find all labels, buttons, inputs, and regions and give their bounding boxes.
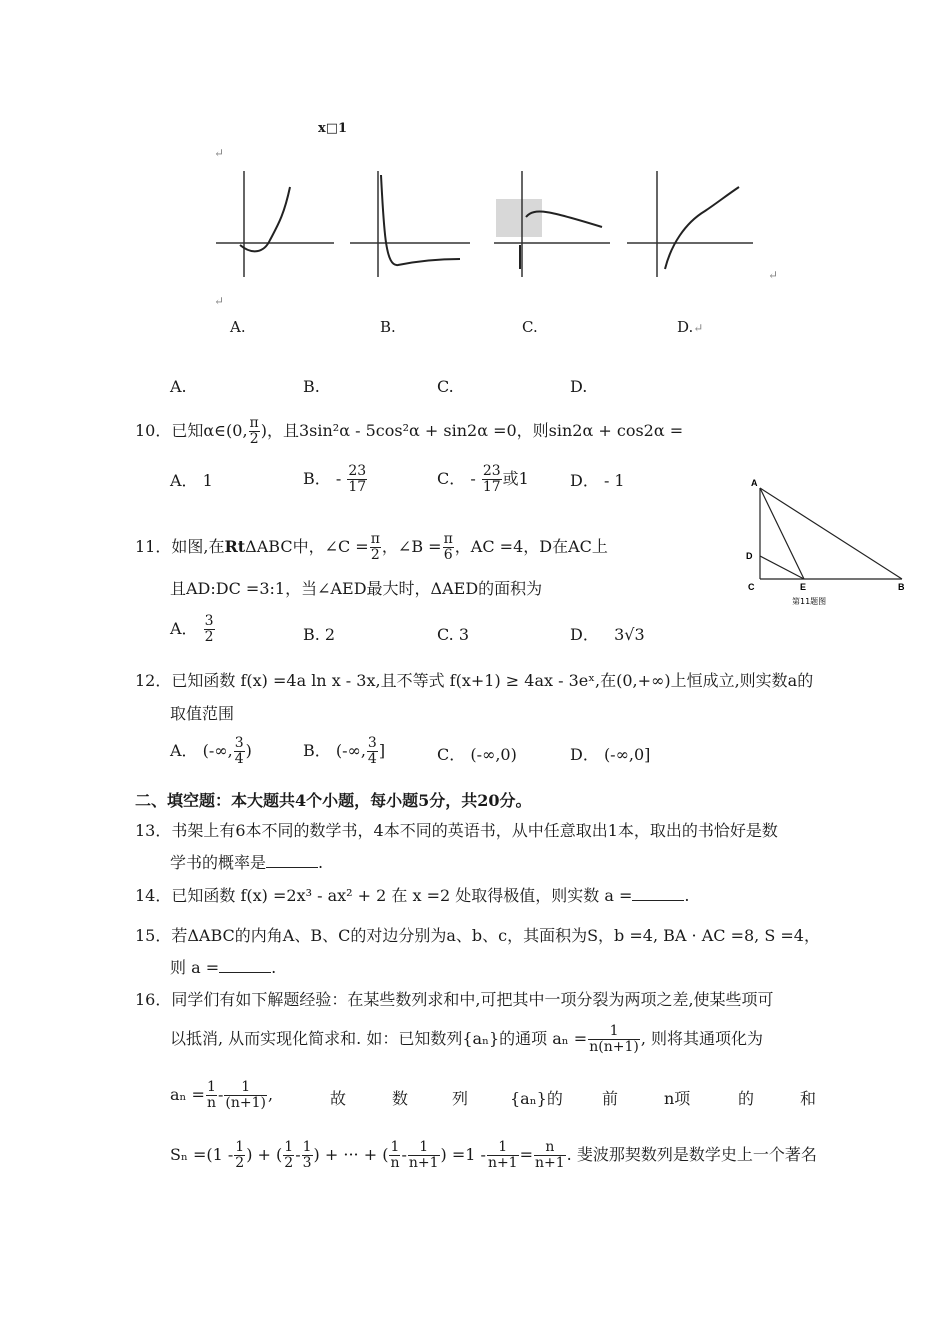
q13-line1: 13．书架上有6本不同的数学书，4本不同的英语书，从中任意取出1本，取出的书恰好是数 (135, 821, 778, 840)
answer-blank[interactable] (266, 853, 318, 868)
q11-line2: 且AD:DC =3:1，当∠AED最大时，ΔAED的面积为 (170, 579, 543, 598)
q12-line1: 12．已知函数 f(x) =4a ln x - 3x,且不等式 f(x+1) ≥ 4ax - 3eˣ,在(0,+∞)上恒成立,则实数a的 (135, 671, 814, 690)
q13-line2: 学书的概率是 . (170, 853, 324, 872)
q11-option-b: B. 2 (303, 625, 336, 644)
q16-spread-3: {aₙ}的 (510, 1089, 563, 1108)
q16-line2: 以抵消, 从而实现化简求和. 如：已知数列{aₙ}的通项 aₙ = $\frac{1}{n(n+1)}$ , 则将其通项化为 (170, 1023, 764, 1055)
q9-option-d: D. (570, 377, 588, 396)
return-mark: ↵ (214, 146, 225, 160)
q10-option-a: A． 1 (170, 471, 213, 490)
q16-line4-formula: Sₙ =(1 - $\frac{1}{2}$ ) + ( $\frac{1}{2}$ - $\frac{1}{3}$ ) + ··· + ( $\frac{1}{n}$ - $\frac{1}{n+1}$ ) =1 - $\frac{1}{n+1}$ = $\frac{n}{n+1}$ . 斐波那契数列是数学史上一个著名 (170, 1139, 817, 1171)
graph-label-c: C. (522, 318, 538, 336)
q16-line1: 16．同学们有如下解题经验：在某些数列求和中,可把其中一项分裂为两项之差,使某些项可 (135, 990, 774, 1009)
q10-option-b: B． - $\frac{23}{17}$ (303, 463, 367, 495)
q10-stem: 10．已知α∈(0, $\frac{\pi}{2}$ )，且3sin²α - 5cos²α + sin2α =0，则sin2α + cos2α = (135, 415, 684, 447)
q16-spread-6: 的 (738, 1089, 755, 1108)
graph-label-a: A. (230, 318, 246, 336)
answer-blank[interactable] (219, 958, 271, 973)
q11-option-c: C. 3 (437, 625, 470, 644)
q14: 14．已知函数 f(x) =2x³ - ax² + 2 在 x =2 处取得极值，则实数 a = . (135, 886, 690, 905)
q12-option-b: B． (-∞, $\frac{3}{4}$ ] (303, 735, 386, 767)
section-2-heading: 二、填空题：本大题共4个小题，每小题5分，共20分。 (135, 791, 532, 810)
graph-label-b: B. (380, 318, 396, 336)
q16-spread-7: 和 (800, 1089, 817, 1108)
point-d-label: D (746, 551, 753, 561)
q11-option-d: D． 3√3 (570, 625, 645, 644)
q12-line2: 取值范围 (170, 704, 235, 723)
graph-b (348, 165, 476, 280)
q9-option-a: A. (170, 377, 187, 396)
q9-option-b: B. (303, 377, 320, 396)
return-mark: ↵ (768, 268, 779, 282)
q11-option-a: A． $\frac{3}{2}$ (170, 613, 214, 645)
q10-option-c: C． - $\frac{23}{17}$ 或1 (437, 463, 529, 495)
q12-option-d: D． (-∞,0] (570, 745, 651, 764)
figure-caption: 第11题图 (792, 597, 827, 606)
graph-a (212, 165, 340, 280)
q12-option-a: A． (-∞, $\frac{3}{4}$ ) (170, 735, 252, 767)
q16-spread-1: 数 (392, 1089, 409, 1108)
top-fragment: x□1 (318, 121, 348, 136)
q16-spread-5: n项 (664, 1089, 691, 1108)
q10-option-d: D． - 1 (570, 471, 625, 490)
q15-line1: 15．若ΔABC的内角A、B、C的对边分别为a、b、c，其面积为S，b =4, BA · AC =8, S =4， (135, 926, 820, 945)
point-c-label: C (748, 582, 755, 592)
q16-line3-formula: aₙ = $\frac{1}{n}$ - $\frac{1}{(n+1)}$ , (170, 1079, 274, 1111)
q12-option-c: C． (-∞,0) (437, 745, 517, 764)
point-e-label: E (800, 582, 807, 592)
q16-spread-2: 列 (452, 1089, 469, 1108)
q11-figure (740, 476, 915, 610)
graph-d (625, 165, 757, 280)
point-a-label: A (751, 478, 758, 488)
answer-blank[interactable] (632, 886, 684, 901)
point-b-label: B (898, 582, 905, 592)
q11-line1: 11．如图,在RtΔABC中，∠C = $\frac{\pi}{2}$ ，∠B = $\frac{\pi}{6}$ ，AC =4，D在AC上 (135, 531, 608, 563)
q16-spread-0: 故 (330, 1089, 347, 1108)
return-mark: ↵ (214, 294, 225, 308)
graph-label-d: D.↵ (677, 318, 704, 336)
graph-c (490, 165, 614, 280)
q16-spread-4: 前 (602, 1089, 619, 1108)
q15-line2: 则 a = . (170, 958, 277, 977)
q9-option-c: C. (437, 377, 454, 396)
